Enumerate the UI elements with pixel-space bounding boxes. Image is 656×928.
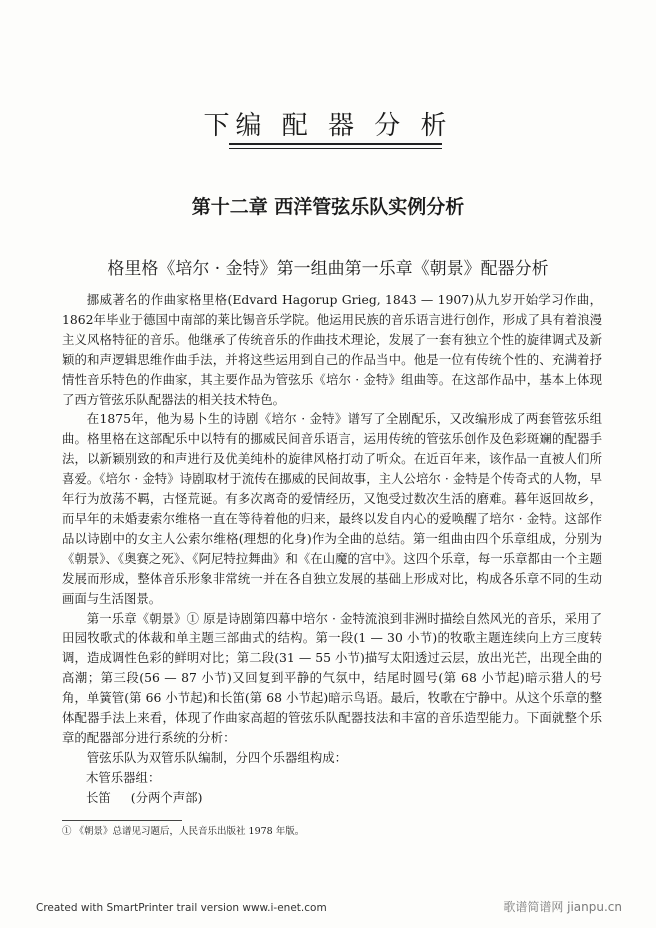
chapter-title: 第十二章 西洋管弦乐队实例分析 bbox=[191, 196, 465, 218]
paragraph-first-movement: 第一乐章《朝景》① 原是诗剧第四幕中培尔 · 金特流浪到非洲时描绘自然风光的音乐，采用了田园牧歌式的体裁和单主题三部曲式的结构。第一段(1 — 30 小节)的牧歌主题连续向上方三度转调，造成调性色彩的鲜明对比；第二段(31 — 55 小节)描写太阳透过云层，放出光芒，出现全曲的高潮；第三段(56 — 87 小节)又回复到平静的气氛中，结尾时圆号(第 68 小节起)暗示猎人的号角，单簧管(第 66 小节起)和长笛(第 68 小节起)暗示鸟语。最后，牧歌在宁静中。从这个乐章的整体配器手法上来看，体现了作曲家高超的管弦乐队配器技法和丰富的音乐造型能力。下面就整个乐章的配器部分进行系统的分析： bbox=[62, 610, 602, 745]
part-title-rule-top bbox=[229, 143, 442, 145]
footnote: ① 《朝景》总谱见习题后，人民音乐出版社 1978 年版。 bbox=[62, 826, 305, 837]
site-watermark: 歌谱简谱网 jianpu.cn bbox=[503, 900, 622, 914]
flute-note: (分两个声部) bbox=[130, 789, 203, 805]
creator-credit: Created with SmartPrinter trail version www.i-enet.com bbox=[36, 902, 327, 914]
body-text bbox=[62, 290, 602, 808]
woodwind-group-label: 木管乐器组： bbox=[86, 769, 161, 785]
paragraph-intro: 挪威著名的作曲家格里格(Edvard Hagorup Grieg, 1843 — 1907)从九岁开始学习作曲，1862年毕业于德国中南部的莱比锡音乐学院。他运用民族的音乐语言进行创作，形成了具有着浪漫主义风格特征的音乐。他继承了传统音乐的作曲技术理论，发展了一套有独立个性的旋律调式及新颖的和声逻辑思维作曲手法，并将这些运用到自己的作品当中。他是一位有传统个性的、充满着抒情性音乐特色的作曲家，其主要作品为管弦乐《培尔 · 金特》组曲等。在这部作品中，基本上体现了西方管弦乐队配器法的相关技术特色。 bbox=[62, 292, 602, 407]
paragraph-background: 在1875年，他为易卜生的诗剧《培尔 · 金特》谱写了全剧配乐，又改编形成了两套管弦乐组曲。格里格在这部配乐中以特有的挪威民间音乐语言，运用传统的管弦乐创作及色彩斑斓的配器手法，以新颖别致的和声进行及优美纯朴的旋律风格打动了听众。在近百年来，该作品一直被人们所喜爱。《培尔 · 金特》诗剧取材于流传在挪威的民间故事，主人公培尔 · 金特是个传奇式的人物，早年行为放荡不羁，古怪荒诞。有多次离奇的爱情经历，又饱受过数次生活的磨难。暮年返回故乡，而早年的未婚妻索尔维格一直在等待着他的归来，最终以发自内心的爱唤醒了培尔 · 金特。这部作品以诗剧中的女主人公索尔维格(理想的化身)作为全曲的总结。第一组曲由四个乐章组成，分别为《朝景》、《奥赛之死》、《阿尼特拉舞曲》和《在山魔的宫中》。这四个乐章，每一乐章都由一个主题发展而形成，整体音乐形象非常统一并在各自独立发展的基础上形成对比，构成各乐章不同的生动画面与生活图景。 bbox=[62, 411, 602, 606]
flute-line bbox=[62, 788, 602, 808]
footnote-rule bbox=[62, 820, 182, 821]
section-title: 格里格《培尔 · 金特》第一组曲第一乐章《朝景》配器分析 bbox=[107, 259, 549, 279]
part-title: 下编 配 器 分 析 bbox=[203, 111, 453, 141]
paragraph-orchestra: 管弦乐队为双管乐队编制，分四个乐器组构成： bbox=[86, 749, 347, 765]
flute-label: 长笛 bbox=[86, 789, 111, 805]
part-title-rule-bottom bbox=[229, 148, 442, 149]
